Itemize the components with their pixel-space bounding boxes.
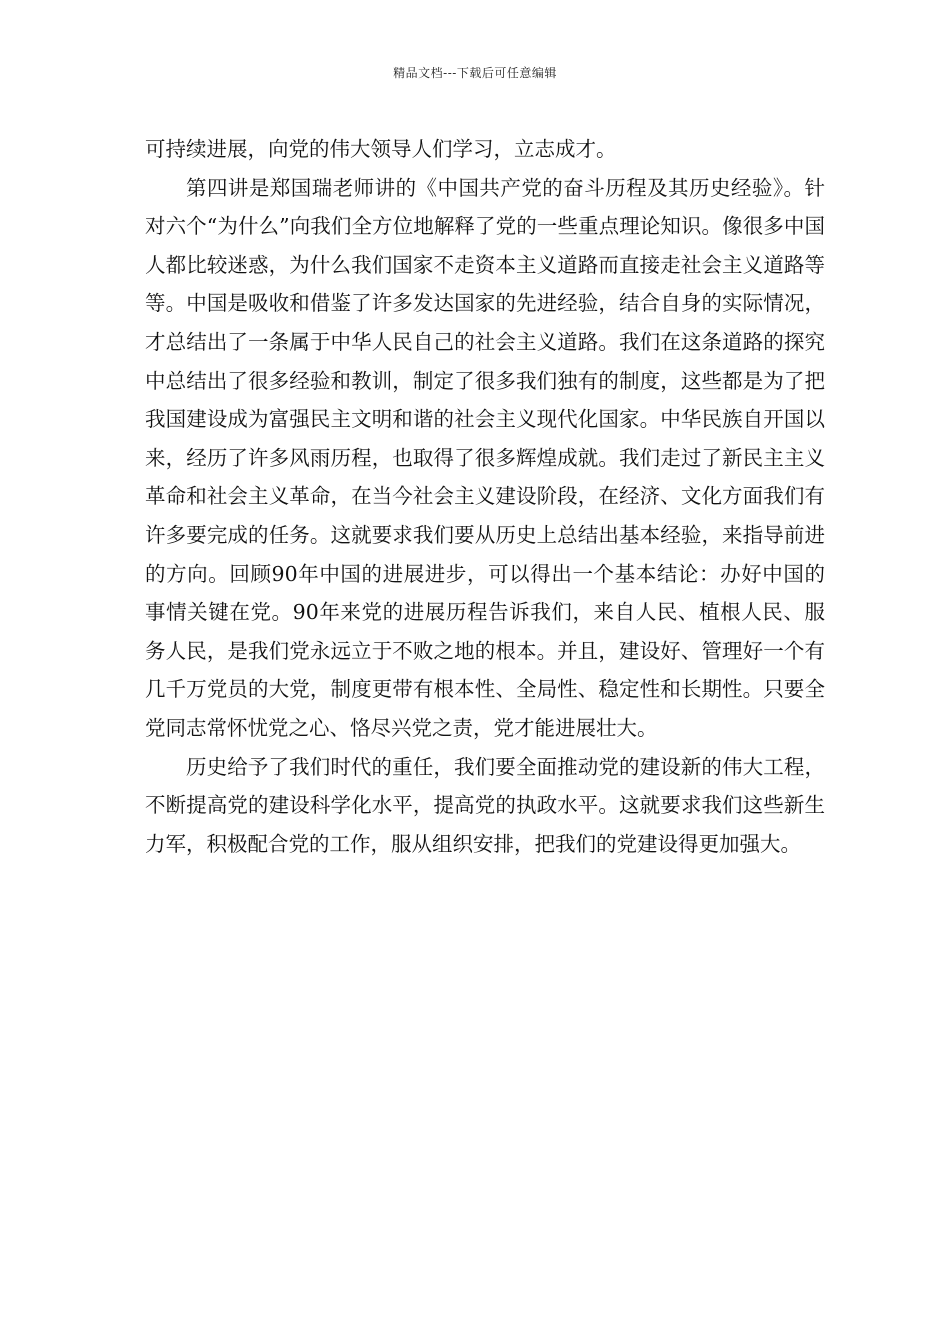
paragraph-lecture-four: 第四讲是郑国瑞老师讲的《中国共产党的奋斗历程及其历史经验》。针对六个“为什么”向我们全方位地解释了党的一些重点理论知识。像很多中国人都比较迷惑，为什么我们国家不走资本主义道路而直接走社会主义道路等等。中国是吸收和借鉴了许多发达国家的先进经验，结合自身的实际情况，才总结出了一条属于中华人民自己的社会主义道路。我们在这条道路的探究中总结出了很多经验和教训，制定了很多我们独有的制度，这些都是为了把我国建设成为富强民主文明和谐的社会主义现代化国家。中华民族自开国以来，经历了许多风雨历程，也取得了很多辉煌成就。我们走过了新民主主义革命和社会主义革命，在当今社会主义建设阶段，在经济、文化方面我们有许多要完成的任务。这就要求我们要从历史上总结出基本经验，来指导前进的方向。回顾90年中国的进展进步，可以得出一个基本结论：办好中国的事情关键在党。90年来党的进展历程告诉我们，来自人民、植根人民、服务人民，是我们党永远立于不败之地的根本。并且，建设好、管理好一个有几千万党员的大党，制度更带有根本性、全局性、稳定性和长期性。只要全党同志常怀忧党之心、恪尽兴党之责，党才能进展壮大。 xyxy=(145,175,825,740)
paragraph-continuation: 可持续进展，向党的伟大领导人们学习，立志成才。 xyxy=(145,137,617,161)
paragraph-historical-responsibility: 历史给予了我们时代的重任，我们要全面推动党的建设新的伟大工程，不断提高党的建设科学化水平，提高党的执政水平。这就要求我们这些新生力军，积极配合党的工作，服从组织安排，把我们的党建设得更加强大。 xyxy=(145,754,825,856)
document-body xyxy=(145,130,825,863)
page-header: 精品文档---下载后可任意编辑 xyxy=(393,66,557,80)
